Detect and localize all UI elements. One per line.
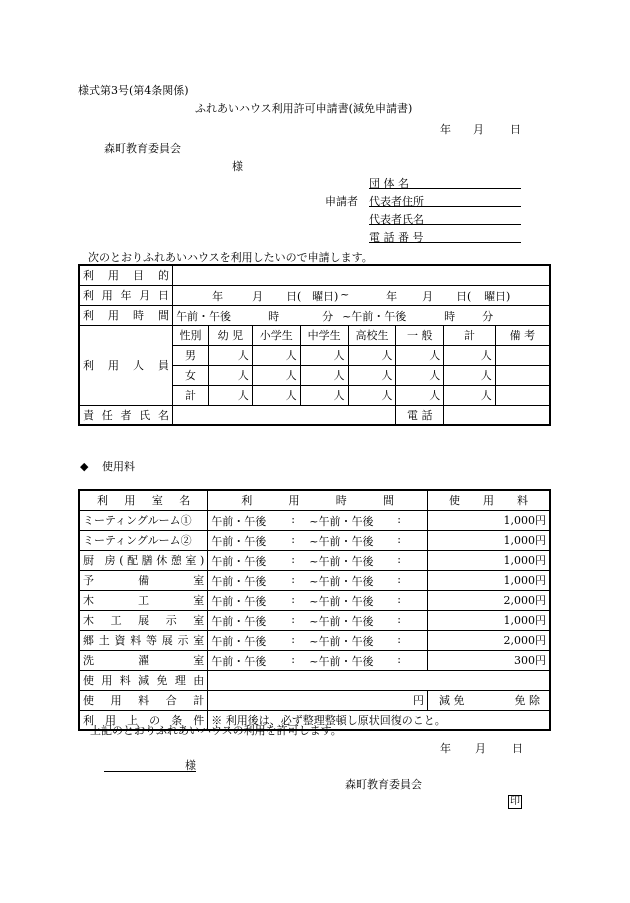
room-row xyxy=(79,570,550,590)
form-number: 様式第3号(第4条関係) xyxy=(78,84,189,97)
room-fee: 2,000円 xyxy=(428,590,551,610)
conditions-label: 利用上の条件 xyxy=(79,710,208,730)
room-row xyxy=(79,530,550,550)
total-general-cell[interactable]: 人 xyxy=(396,385,444,405)
header-remarks: 備 考 xyxy=(495,325,550,345)
reduction-reason-label: 使用料減免理由 xyxy=(79,670,208,690)
room-name: 予備室 xyxy=(79,570,208,590)
time-label: 利用時間 xyxy=(79,305,173,325)
permittee-name-field[interactable]: 様 xyxy=(104,757,196,772)
room-time-cell[interactable]: 午前・午後 : ~午前・午後 : xyxy=(208,530,428,550)
room-row xyxy=(79,550,550,570)
phone-number-field[interactable]: 電 話 番 号 xyxy=(369,229,521,243)
room-name: 木工展示室 xyxy=(79,610,208,630)
room-row xyxy=(79,590,550,610)
fee-heading: ◆ 使用料 xyxy=(80,460,135,473)
room-fee: 1,000円 xyxy=(428,550,551,570)
fee-header-room: 利用室名 xyxy=(79,490,208,510)
room-name: 洗濯室 xyxy=(79,650,208,670)
room-time-cell[interactable]: 午前・午後 : ~午前・午後 : xyxy=(208,590,428,610)
female-infant-cell[interactable]: 人 xyxy=(208,365,252,385)
fee-header-fee: 使用料 xyxy=(428,490,551,510)
room-row xyxy=(79,650,550,670)
male-high-school-cell[interactable]: 人 xyxy=(348,345,396,365)
time-cell[interactable]: 午前・午後 時 分 ~午前・午後 時 分 xyxy=(173,305,550,325)
room-time-cell[interactable]: 午前・午後 : ~午前・午後 : xyxy=(208,650,428,670)
header-junior-high: 中学生 xyxy=(300,325,348,345)
representative-name-field[interactable]: 代表者氏名 xyxy=(369,211,521,225)
header-infant: 幼 児 xyxy=(208,325,252,345)
recipient: 森町教育委員会 xyxy=(104,142,181,155)
male-remarks-cell[interactable] xyxy=(495,345,550,365)
male-total-cell[interactable]: 人 xyxy=(444,345,496,365)
room-name: 木工室 xyxy=(79,590,208,610)
female-elementary-cell[interactable]: 人 xyxy=(252,365,300,385)
genmen-option[interactable]: 減 免 xyxy=(439,694,465,707)
fee-table xyxy=(78,489,551,731)
room-name: 郷土資料等展示室 xyxy=(79,630,208,650)
phone-label: 電 話 xyxy=(396,405,444,425)
male-infant-cell[interactable]: 人 xyxy=(208,345,252,365)
reduction-reason-cell[interactable] xyxy=(208,670,550,690)
total-remarks-cell[interactable] xyxy=(495,385,550,405)
total-high-school-cell[interactable]: 人 xyxy=(348,385,396,405)
total-elementary-cell[interactable]: 人 xyxy=(252,385,300,405)
seal-icon: 印 xyxy=(510,796,520,807)
total-infant-cell[interactable]: 人 xyxy=(208,385,252,405)
purpose-cell[interactable] xyxy=(173,265,550,285)
fee-total-cell[interactable]: 円 xyxy=(208,690,428,710)
page-title: ふれあいハウス利用許可申請書(減免申請書) xyxy=(195,102,413,115)
room-time-cell[interactable]: 午前・午後 : ~午前・午後 : xyxy=(208,570,428,590)
fee-total-label: 使用料合計 xyxy=(79,690,208,710)
room-time-cell[interactable]: 午前・午後 : ~午前・午後 : xyxy=(208,510,428,530)
issuer: 森町教育委員会 xyxy=(345,778,422,791)
purpose-label: 利用目的 xyxy=(79,265,173,285)
diamond-icon: ◆ xyxy=(80,460,89,473)
date-label: 利用年月日 xyxy=(79,285,173,305)
female-high-school-cell[interactable]: 人 xyxy=(348,365,396,385)
room-fee: 300円 xyxy=(428,650,551,670)
room-fee: 1,000円 xyxy=(428,530,551,550)
reduction-type-cell xyxy=(428,690,551,710)
recipient-sama: 様 xyxy=(232,160,243,173)
room-fee: 2,000円 xyxy=(428,630,551,650)
room-row xyxy=(79,610,550,630)
permission-text: 上記のとおりふれあいハウスの利用を許可します。 xyxy=(90,724,342,737)
header-high-school: 高校生 xyxy=(348,325,396,345)
room-fee: 1,000円 xyxy=(428,610,551,630)
room-name: ミーティングルーム① xyxy=(79,510,208,530)
representative-address-field[interactable]: 代表者住所 xyxy=(369,193,521,207)
menjo-option[interactable]: 免 除 xyxy=(514,694,540,707)
responsible-phone-cell[interactable] xyxy=(444,405,550,425)
intro-text: 次のとおりふれあいハウスを利用したいので申請します。 xyxy=(88,251,373,264)
responsible-label: 責任者氏名 xyxy=(79,405,173,425)
room-fee: 1,000円 xyxy=(428,570,551,590)
applicant-label: 申請者 xyxy=(325,195,358,208)
room-time-cell[interactable]: 午前・午後 : ~午前・午後 : xyxy=(208,610,428,630)
male-general-cell[interactable]: 人 xyxy=(396,345,444,365)
room-name: ミーティングルーム② xyxy=(79,530,208,550)
responsible-name-cell[interactable] xyxy=(173,405,396,425)
male-junior-high-cell[interactable]: 人 xyxy=(300,345,348,365)
header-gender: 性別 xyxy=(173,325,209,345)
room-name: 厨 房(配膳休憩室) xyxy=(79,550,208,570)
conditions-text: ※ 利用後は、必ず整理整頓し原状回復のこと。 xyxy=(208,710,550,730)
header-total: 計 xyxy=(444,325,496,345)
row-total-label: 計 xyxy=(173,385,209,405)
male-elementary-cell[interactable]: 人 xyxy=(252,345,300,365)
application-table xyxy=(78,264,551,426)
people-label: 利用人員 xyxy=(79,325,173,405)
fee-header-time: 利用時間 xyxy=(208,490,428,510)
date-cell[interactable]: 年 月 日( 曜日) ~ 年 月 日( 曜日) xyxy=(173,285,550,305)
row-male-label: 男 xyxy=(173,345,209,365)
female-junior-high-cell[interactable]: 人 xyxy=(300,365,348,385)
female-remarks-cell[interactable] xyxy=(495,365,550,385)
room-fee: 1,000円 xyxy=(428,510,551,530)
header-general: 一 般 xyxy=(396,325,444,345)
row-female-label: 女 xyxy=(173,365,209,385)
total-junior-high-cell[interactable]: 人 xyxy=(300,385,348,405)
female-total-cell[interactable]: 人 xyxy=(444,365,496,385)
room-row xyxy=(79,630,550,650)
room-row xyxy=(79,510,550,530)
total-total-cell[interactable]: 人 xyxy=(444,385,496,405)
group-name-field[interactable]: 団 体 名 xyxy=(369,175,521,189)
header-elementary: 小学生 xyxy=(252,325,300,345)
room-time-cell[interactable]: 午前・午後 : ~午前・午後 : xyxy=(208,630,428,650)
female-general-cell[interactable]: 人 xyxy=(396,365,444,385)
room-time-cell[interactable]: 午前・午後 : ~午前・午後 : xyxy=(208,550,428,570)
